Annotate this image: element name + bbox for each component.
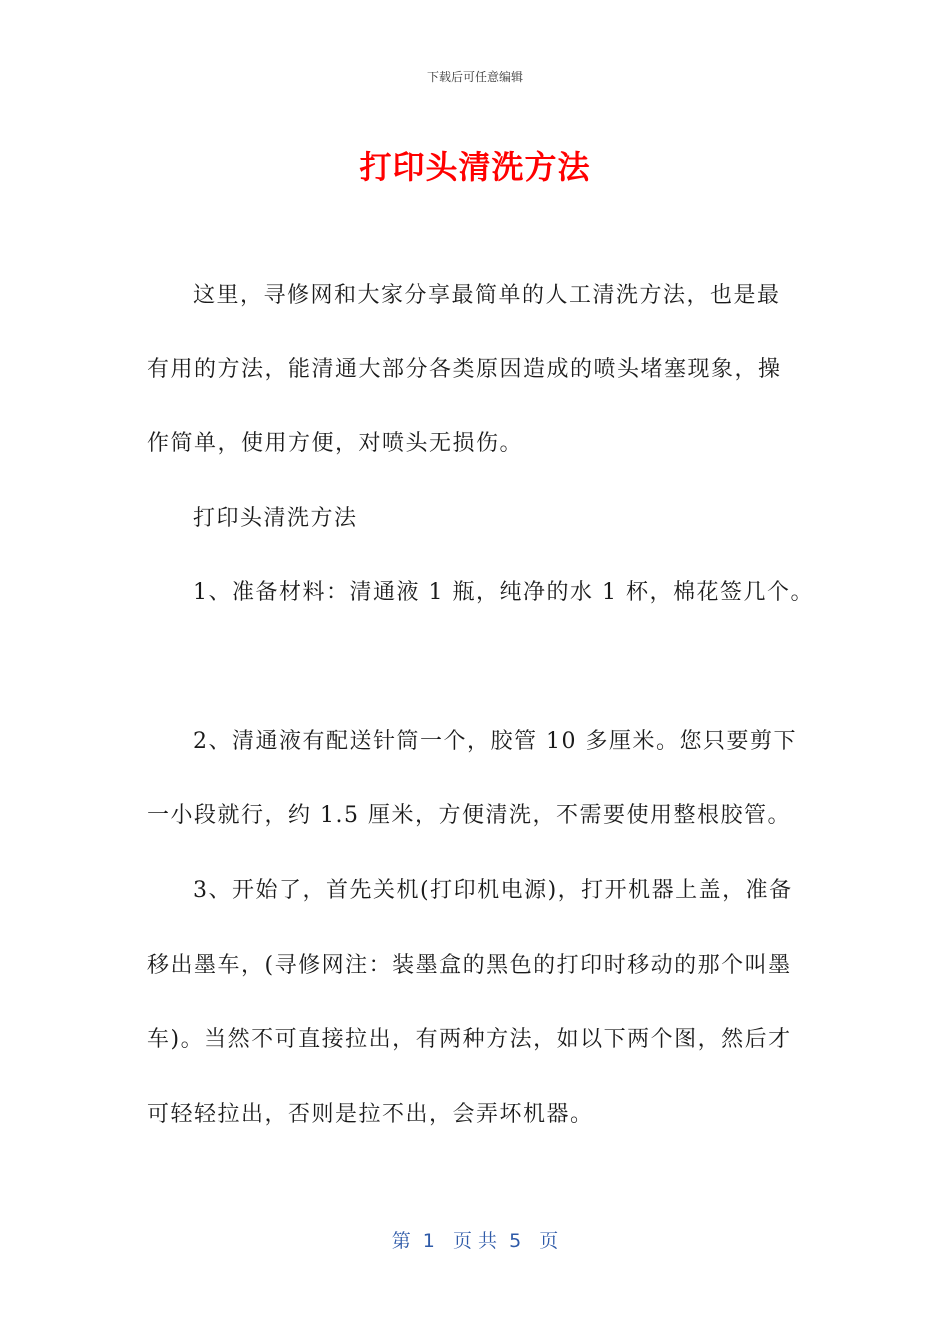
paragraph-line: 可轻轻拉出，否则是拉不出，会弄坏机器。: [147, 1102, 594, 1127]
paragraph-line: 移出墨车，(寻修网注：装墨盒的黑色的打印时移动的那个叫墨: [147, 953, 792, 978]
header-note: 下载后可任意编辑: [426, 70, 523, 84]
paragraph-line: 车)。当然不可直接拉出，有两种方法，如以下两个图，然后才: [147, 1027, 792, 1052]
paragraph-line: 3、开始了，首先关机(打印机电源)，打开机器上盖，准备: [193, 878, 793, 903]
paragraph-line: 作简单，使用方便，对喷头无损伤。: [147, 431, 524, 456]
page-title: 打印头清洗方法: [359, 148, 591, 186]
page-number-footer: 第 1 页 共 5 页: [391, 1230, 559, 1252]
paragraph-line: 一小段就行，约 1.5 厘米，方便清洗，不需要使用整根胶管。: [147, 803, 791, 828]
paragraph-line: 有用的方法，能清通大部分各类原因造成的喷头堵塞现象，操: [147, 357, 782, 382]
paragraph-line: 2、清通液有配送针筒一个，胶管 10 多厘米。您只要剪下: [193, 729, 797, 754]
paragraph-line: 这里，寻修网和大家分享最简单的人工清洗方法，也是最: [193, 283, 781, 308]
section-heading: 打印头清洗方法: [193, 506, 358, 531]
paragraph-line: 1、准备材料：清通液 1 瓶，纯净的水 1 杯，棉花签几个。: [193, 580, 814, 605]
